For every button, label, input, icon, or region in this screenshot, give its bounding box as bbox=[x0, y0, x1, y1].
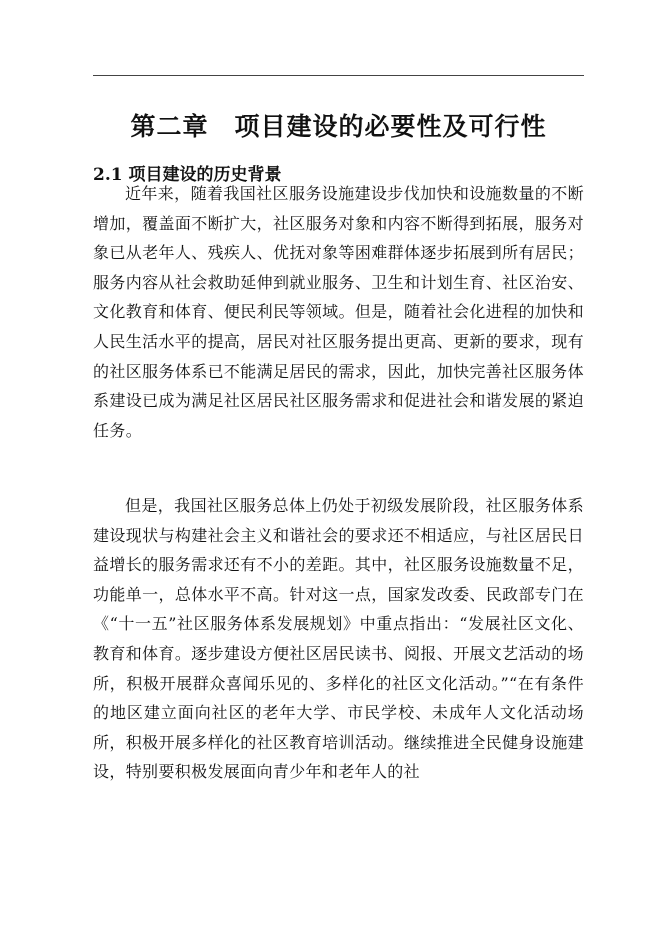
chapter-title: 第二章 项目建设的必要性及可行性 bbox=[130, 111, 547, 141]
header-rule bbox=[93, 75, 584, 76]
section-heading: 2.1 项目建设的历史背景 bbox=[93, 165, 282, 186]
body-paragraph-1: 近年来，随着我国社区服务设施建设步伐加快和设施数量的不断增加，覆盖面不断扩大，社区服务对象和内容不断得到拓展，服务对象已从老年人、残疾人、优抚对象等困难群体逐步拓展到所有居民；服务内容从社会救助延伸到就业服务、卫生和计划生育、社区治安、文化教育和体育、便民利民等领域。但是，随着社会化进程的加快和人民生活水平的提高，居民对社区服务提出更高、更新的要求，现有的社区服务体系已不能满足居民的需求，因此，加快完善社区服务体系建设已成为满足社区居民社区服务需求和促进社会和谐发展的紧迫任务。 bbox=[93, 184, 584, 440]
body-paragraph-2: 但是，我国社区服务总体上仍处于初级发展阶段，社区服务体系建设现状与构建社会主义和谐社会的要求还不相适应，与社区居民日益增长的服务需求还有不小的差距。其中，社区服务设施数量不足，功能单一，总体水平不高。针对这一点，国家发改委、民政部专门在《“十一五”社区服务体系发展规划》中重点指出：“发展社区文化、教育和体育。逐步建设方便社区居民读书、阅报、开展文艺活动的场所，积极开展群众喜闻乐见的、多样化的社区文化活动。”“在有条件的地区建立面向社区的老年大学、市民学校、未成年人文化活动场所，积极开展多样化的社区教育培训活动。继续推进全民健身设施建设，特别要积极发展面向青少年和老年人的社 bbox=[93, 496, 584, 782]
